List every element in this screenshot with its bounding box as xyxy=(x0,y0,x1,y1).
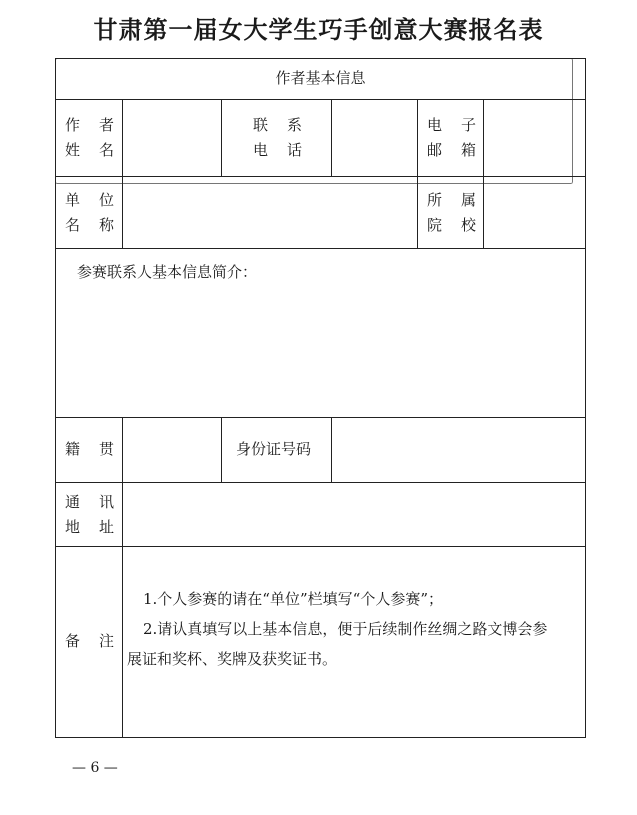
remarks-label xyxy=(65,629,133,654)
unit-name-label-line1: 单位 xyxy=(65,191,134,209)
address-label-line1: 通讯 xyxy=(65,493,134,511)
remarks-label-char1: 备 xyxy=(65,632,100,650)
id-number-label: 身份证号码 xyxy=(236,440,312,458)
address-label-line2: 地址 xyxy=(65,518,134,536)
id-number-input[interactable] xyxy=(336,424,580,476)
author-name-label-line2: 姓名 xyxy=(65,141,134,159)
school-input[interactable] xyxy=(488,186,580,242)
row-divider xyxy=(55,482,586,483)
column-divider xyxy=(331,417,332,483)
note-line-3: 展证和奖杯、奖牌及获奖证书。 xyxy=(127,650,338,668)
unit-name-input[interactable] xyxy=(127,186,412,242)
remarks-label-char2: 注 xyxy=(99,632,134,650)
registration-form-table xyxy=(55,58,586,738)
row-divider xyxy=(55,176,586,177)
school-label-line2: 院校 xyxy=(427,216,496,234)
unit-name-label-line2: 名称 xyxy=(65,216,134,234)
column-divider xyxy=(122,417,123,738)
author-name-input[interactable] xyxy=(127,110,217,170)
column-divider xyxy=(221,99,222,177)
table-border-bottom xyxy=(55,737,586,738)
native-place-label xyxy=(65,437,133,462)
email-input[interactable] xyxy=(488,110,580,170)
email-label-line1: 电子 xyxy=(427,116,496,134)
column-divider xyxy=(221,417,222,483)
form-title: 甘肃第一届女大学生巧手创意大赛报名表 xyxy=(93,16,544,44)
row-divider xyxy=(55,248,586,249)
column-divider xyxy=(417,99,418,249)
native-place-input[interactable] xyxy=(127,424,217,476)
email-label-line2: 邮箱 xyxy=(427,141,496,159)
school-label-line1: 所属 xyxy=(427,191,496,209)
phone-label-line1: 联系 xyxy=(253,116,322,134)
note-line-1: 1.个人参赛的请在“单位”栏填写“个人参赛”； xyxy=(143,590,443,608)
note-line-2: 2.请认真填写以上基本信息，便于后续制作丝绸之路文博会参 xyxy=(143,620,548,638)
author-name-label-line1: 作者 xyxy=(65,116,134,134)
section-header: 作者基本信息 xyxy=(275,69,366,87)
row-divider xyxy=(55,546,586,547)
native-place-label-char2: 贯 xyxy=(99,440,134,458)
page-number: — 6 — xyxy=(72,760,118,776)
native-place-label-char1: 籍 xyxy=(65,440,100,458)
address-input[interactable] xyxy=(127,490,581,540)
table-border-left xyxy=(55,58,56,738)
column-divider xyxy=(331,99,332,177)
contact-intro-label: 参赛联系人基本信息简介： xyxy=(77,263,258,281)
row-divider xyxy=(55,99,586,100)
table-border-right xyxy=(585,58,586,738)
phone-input[interactable] xyxy=(336,110,412,170)
row-divider xyxy=(55,417,586,418)
phone-label-line2: 电话 xyxy=(253,141,322,159)
table-border-top xyxy=(55,58,586,59)
